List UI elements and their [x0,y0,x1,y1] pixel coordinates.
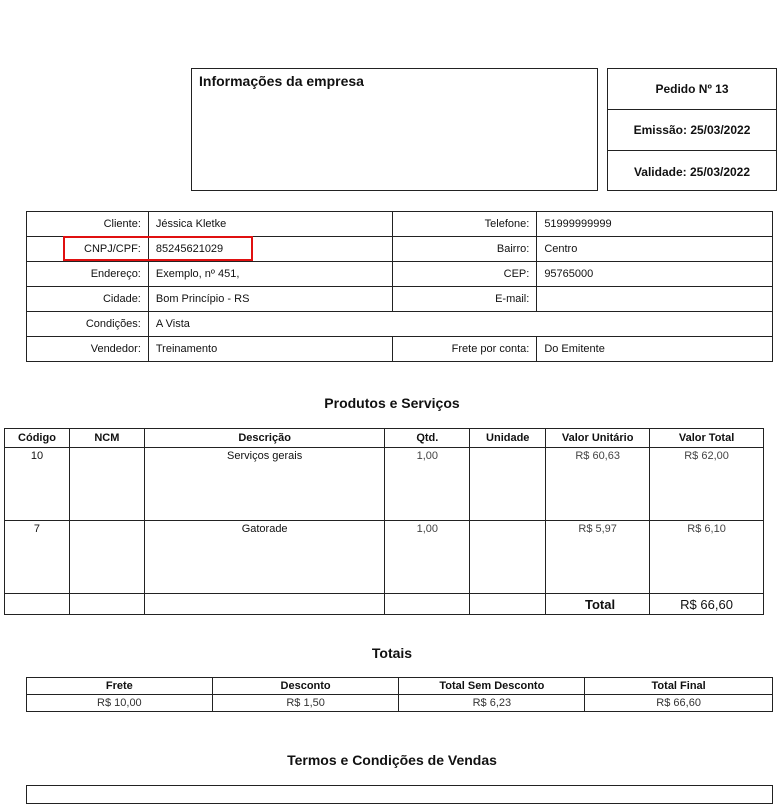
item-unit [470,521,546,594]
zip-label: CEP: [392,262,537,287]
address-label: Endereço: [27,262,149,287]
neighborhood-value: Centro [537,237,773,262]
company-info-title: Informações da empresa [199,73,364,89]
cnpj-highlight-box [63,236,253,261]
item-code: 10 [5,448,70,521]
col-total-header: Valor Total [650,429,764,448]
total-value: R$ 66,60 [650,594,764,615]
seller-value: Treinamento [148,337,392,362]
totals-header-row [27,678,773,695]
city-value: Bom Princípio - RS [148,287,392,312]
client-row [27,262,773,287]
totals-table [26,677,773,712]
col-description-header: Descrição [144,429,385,448]
products-header-row [5,429,764,448]
discount-value: R$ 1,50 [212,695,399,712]
col-qty-header: Qtd. [385,429,470,448]
col-ncm-header: NCM [69,429,144,448]
phone-value: 51999999999 [537,212,773,237]
discount-header: Desconto [212,678,399,695]
client-label: Cliente: [27,212,149,237]
table-row [5,521,764,594]
terms-heading: Termos e Condições de Vendas [287,752,497,768]
item-unit-price: R$ 60,63 [546,448,650,521]
products-table [4,428,764,615]
order-number: Pedido Nº 13 [608,69,776,110]
freight-by-label: Frete por conta: [392,337,537,362]
client-name-value: Jéssica Kletke [148,212,392,237]
client-row [27,287,773,312]
total-label: Total [546,594,650,615]
order-validity-date: Validade: 25/03/2022 [633,164,751,179]
client-row [27,312,773,337]
table-row [5,448,764,521]
item-ncm [69,448,144,521]
neighborhood-label: Bairro: [392,237,537,262]
col-unit-header: Unidade [470,429,546,448]
col-code-header: Código [5,429,70,448]
terms-box [26,785,773,804]
phone-label: Telefone: [392,212,537,237]
item-description: Serviços gerais [144,448,385,521]
email-label: E-mail: [392,287,537,312]
city-label: Cidade: [27,287,149,312]
products-heading: Produtos e Serviços [324,395,460,411]
item-total: R$ 62,00 [650,448,764,521]
item-unit-price: R$ 5,97 [546,521,650,594]
products-total-row [5,594,764,615]
totals-heading: Totais [371,645,413,661]
final-total-header: Total Final [585,678,773,695]
freight-header: Frete [27,678,213,695]
client-row [27,212,773,237]
item-ncm [69,521,144,594]
conditions-label: Condições: [27,312,149,337]
item-unit [470,448,546,521]
order-issue-date: Emissão: 25/03/2022 [608,110,776,151]
freight-value: R$ 10,00 [27,695,213,712]
final-total-value: R$ 66,60 [585,695,773,712]
item-description: Gatorade [144,521,385,594]
client-info-table [26,211,773,362]
subtotal-header: Total Sem Desconto [399,678,585,695]
totals-values-row [27,695,773,712]
conditions-value: A Vista [148,312,772,337]
zip-value: 95765000 [537,262,773,287]
item-code: 7 [5,521,70,594]
freight-by-value: Do Emitente [537,337,773,362]
company-info-box [191,68,598,191]
item-qty: 1,00 [385,521,470,594]
col-unit-price-header: Valor Unitário [546,429,650,448]
seller-label: Vendedor: [27,337,149,362]
address-value: Exemplo, nº 451, [148,262,392,287]
client-row [27,337,773,362]
subtotal-value: R$ 6,23 [399,695,585,712]
cnpj-cpf-value: 85245621029 [148,237,392,262]
item-total: R$ 6,10 [650,521,764,594]
cnpj-cpf-label: CNPJ/CPF: [27,237,149,262]
email-value [537,287,773,312]
order-info-box [607,68,777,191]
item-qty: 1,00 [385,448,470,521]
